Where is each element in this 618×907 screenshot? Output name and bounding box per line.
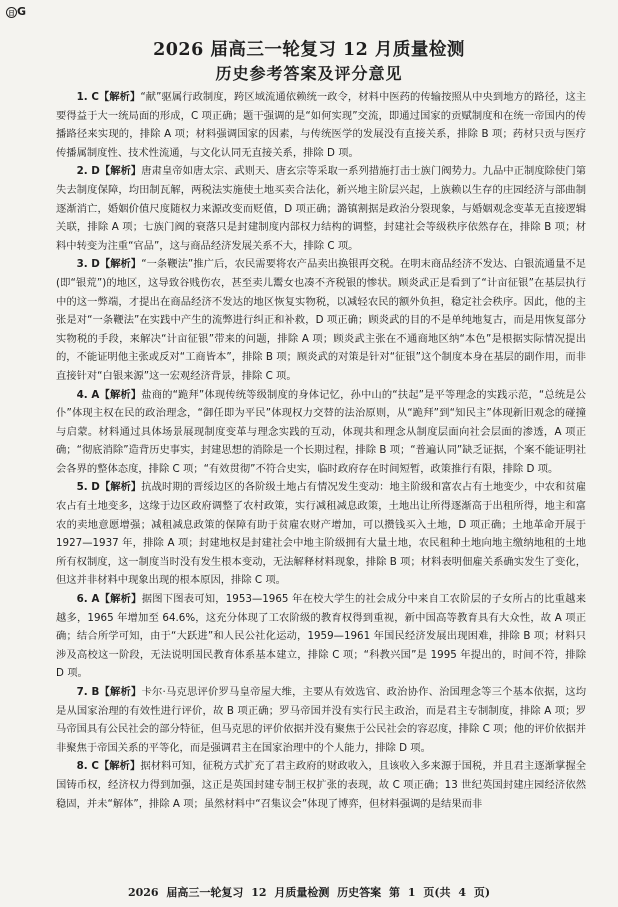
answer-item-3 bbox=[56, 255, 586, 385]
page-title: 2026 届高三一轮复习 12 月质量检测 bbox=[153, 40, 465, 60]
answer-lead: 6. A【解析】 bbox=[76, 593, 142, 606]
logo-circle-mark: 日 bbox=[6, 7, 17, 18]
answer-item-6 bbox=[56, 590, 586, 683]
answer-lead: 7. B【解析】 bbox=[76, 686, 142, 698]
answer-lead: 3. D【解析】 bbox=[76, 258, 142, 271]
answer-text: 唐肃皇帝如唐太宗、武则天、唐玄宗等采取一系列措施打击士族门阀势力。九品中正制度除使门第失去制度保障，均田制瓦解，两税法实施使土地买卖合法化，新兴地主阶层兴起，上族赖以生存的庄园经济与部曲制逐渐消亡，婚姻价值尺度随权力来源改变而贬值，D 项正确；潞镇割据是政治分裂现象，与婚姻观念变革无直接逻辑关联，排除 A 项；七族门阀的衰落只是封建制度内部权力结构的调整，封建社会等级秩序依然存在，排除 B 项；材料中转变为注重“官品”，这与商品经济发展关系不大，排除 C 项。 bbox=[56, 165, 587, 252]
answer-lead: 8. C【解析】 bbox=[76, 760, 141, 773]
answer-item-8 bbox=[56, 757, 586, 813]
page-subtitle: 历史参考答案及评分意见 bbox=[215, 64, 403, 83]
answer-lead: 2. D【解析】 bbox=[76, 165, 142, 178]
answer-text: 据材料可知，征税方式扩充了君主政府的财政收入，且该收入多来源于国税，并且君主逐渐掌握全国铸币权，经济权力得到加强，这正是英国封建专制王权扩张的表现，故 C 项正确；13 世纪英国封建庄园经济依然稳固，并未“解体”，排除 A 项；虽然材料中“召集议会”体现了博弈，但材料强调的是结果而非 bbox=[56, 760, 586, 810]
answer-lead: 5. D【解析】 bbox=[76, 481, 142, 494]
answer-item-4 bbox=[56, 386, 586, 479]
page-footer: 2026 届高三一轮复习 12 月质量检测 历史答案 第 1 页(共 4 页) bbox=[127, 886, 491, 899]
answer-text: “献”驱属行政制度，跨区域流通依赖统一政令，材料中医药的传输按照从中央到地方的路径，这主要得益于大一统局面的形成，C 项正确；题干强调的是“如何实现”交流，即通过国家的贡赋制度和在统一帝国内的传播路径来实现的，排除 A 项；材料强调国家的因素，与传统医学的发展没有直接关系，排除 B 项；药材只贡与医疗传播属制度性、技术性流通，与文化认同无直接关系，排除 D 项。 bbox=[56, 91, 587, 159]
answer-text: 据图下图表可知，1953—1965 年在校大学生的社会成分中来自工农阶层的子女所占的比重越来越多，1965 年增加至 64.6%，这充分体现了工农阶级的教育权得到重视，新中国高等教育具有大众性，故 A 项正确；结合所学可知，由于“大跃进”和人民公社化运动，1959—1961 年国民经济发展出现困难，排除 B 项；材料只涉及高校这一阶段，无法说明国民教育体系基本建立，排除 C 项；“科教兴国”是 1995 年提出的，时间不符，排除 D 项。 bbox=[56, 593, 586, 680]
answer-lead: 4. A【解析】 bbox=[76, 388, 142, 401]
answer-item-7 bbox=[56, 683, 586, 757]
answer-item-2 bbox=[56, 162, 586, 255]
answer-text: 盐商的“跪拜”体现传统等级制度的身体记忆，孙中山的“扶起”是平等理念的实践示范，“总统是公仆”体现主权在民的政治理念，“御任即为平民”体现权力交替的法治原则，从“跪拜”到“知民主”体现新旧观念的碰撞与启蒙。材料通过具体场景展现制度变革与理念实践的互动，体现共和理念从制度层面向社会层面的渗透，A 项正确；“彻底消除”造背历史事实，封建思想的消除是一个长期过程，排除 B 项；“普遍认同”缺乏证据，个案不能证明社会各界的整体态度，排除 C 项；“有效贯彻”不符合史实，临时政府存在时间短暂，政策推行有限，排除 D 项。 bbox=[56, 388, 586, 475]
answer-text: 抗战时期的晋绥边区的各阶级土地占有情况发生变动：地主阶级和富农占有土地变少，中农和贫雇农占有土地变多，这缘于边区政府调整了农村政策，实行减租减息政策，土地出让所得逐渐高于出租所得，地主和富农的卖地意愿增强；减租减息政策的保障有助于贫雇农财产增加，可以攒钱买入土地，D 项正确；土地革命开展于 1927—1937 年，排除 A 项；封建地权是封建社会中地主阶级拥有大量土地，农民租种土地向地主缴纳地租的土地所有权制度，这一制度当时没有发生根本变动，无法解释材料现象，排除 B 项；材料表明佃雇关系确实发生了变化，但这并非材料中现象出现的根本原因，排除 C 项。 bbox=[56, 481, 587, 587]
answer-text: 卡尔·马克思评价罗马皇帝屋大维，主要从有效选官、政治协作、治国理念等三个基本依据，这均是从国家治理的有效性进行评价，故 B 项正确；罗马帝国并没有实行民主政治，而是君主专制制度，排除 A 项；罗马帝国具有公民社会的部分特征，但马克思的评价依据并没有聚焦于公民社会的容忍度，排除 C 项；他的评价依据并非聚焦于帝国关系的平等化，而是强调君主在国家治理中的个人能力，排除 D 项。 bbox=[56, 686, 586, 754]
answer-lead: 1. C【解析】 bbox=[76, 91, 141, 103]
answer-item-5 bbox=[56, 478, 586, 590]
answer-text: “一条鞭法”推广后，农民需要将农产品卖出换银再交税。在明末商品经济不发达、白银流通量不足(即“银荒”)的地区，这导致谷贱伤农，甚至卖儿鬻女也凑不齐税银的惨状。顾炎武正是看到了“计亩征银”在基层执行中的这一弊端，才提出在商品经济不发达的地区恢复实物税，以减轻农民的额外负担，稳定社会秩序。因此，他的主张是对“一条鞭法”在实践中产生的流弊进行纠正和补救，D 项正确；顾炎武的目的不是单纯地复古，而是用恢复部分实物税的手段，来解决“计亩征银”带来的问题，排除 A 项；顾炎武主张在不通商地区纳“本色”是根据实际情况提出的，不能证明他主张或反对“工商皆本”，排除 B 项；顾炎武的对策是针对“征银”这个制度本身在基层的副作用，而非直接针对“白银来源”这一宏观经济背景，排除 C 项。 bbox=[56, 258, 586, 382]
answer-list bbox=[56, 88, 586, 813]
answer-item-1 bbox=[56, 88, 586, 162]
logo-letter: G bbox=[17, 5, 27, 18]
publisher-logo bbox=[6, 4, 28, 20]
